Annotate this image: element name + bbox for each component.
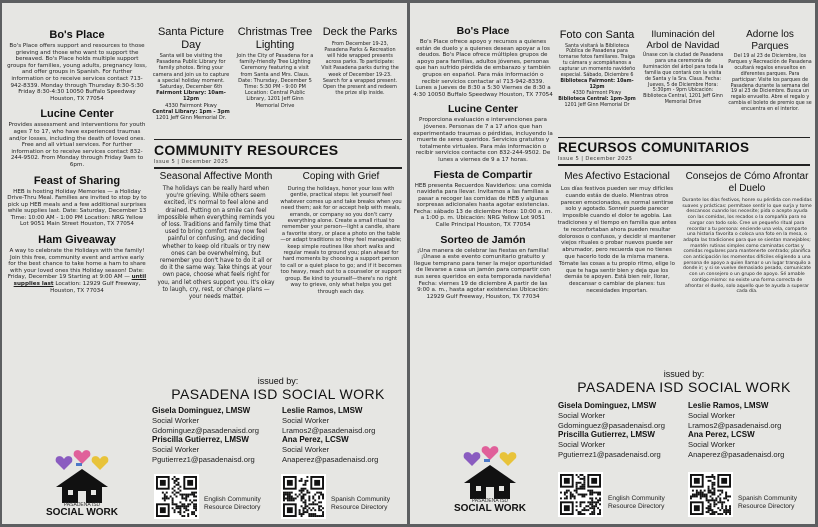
- staff-email[interactable]: Gdominguez@pasadenaisd.org: [558, 420, 665, 430]
- banner-rule-top: [154, 139, 402, 140]
- qr-code-english-directory[interactable]: [154, 474, 199, 519]
- district-title: PASADENA ISD SOCIAL WORK: [171, 386, 385, 402]
- event-tree-body: Join the City of Pasadena for a family-friendly Tree Lighting Ceremony featuring a visit from Santa and Mrs. Claus. Date: Thursday, December 5 Time: 5:30 PM - 9:00 PM Location: Central Public Library, 1201 Jeff Ginn Memorial Drive: [236, 53, 314, 109]
- qr-english-label: English Community Resource Directory: [204, 496, 261, 511]
- article-coping: [280, 171, 402, 295]
- staff-role: Social Worker: [558, 440, 606, 450]
- event-parks: [728, 29, 812, 113]
- event-santa-loc2: Biblioteca Central: 1pm-3pm: [558, 96, 636, 102]
- event-santa-title: Foto con Santa: [559, 29, 635, 41]
- event-santa: [152, 26, 230, 121]
- staff-role: Social Worker: [688, 440, 736, 450]
- staff-name: Gisela Dominguez, LMSW: [558, 401, 657, 410]
- staff-col-1: [152, 406, 277, 464]
- ham-body-underline: until supplies last: [13, 274, 147, 288]
- lucine-body: Proporciona evaluación e intervenciones para jóvenes. Personas de 7 a 17 años que han experimentado traumas o pérdidas, incluyendo la muerte de seres queridos. Servicios gratuitos y totalmente virtuales. Para más información o recibir servicios contacte con 832-244-9502. De lunes a viernes de 9 a 17 horas.: [413, 117, 553, 163]
- article-coping: [682, 171, 812, 295]
- ham-body: ¡Una manera de celebrar las fiestas en familia! ¡Únase a este evento comunitario gratuito y llegue temprano para tener la mejor oportunidad de llevarse a casa un jamón para compartir con sus seres queridos en esta temporada navideña! Fecha: viernes 19 de diciembre A partir de las 9:00 a. m., hasta agotar existencias Ubicación: 12929 Gulf Freeway, Houston, TX 77034: [414, 247, 552, 300]
- article-coping-body: During the holidays, honor your loss with gentle, practical steps: let yourself feel whatever comes up and take breaks when you need them; ask for or accept help with meals, errands, or company so you don't carry everything alone. Create a small ritual to remember your person—light a candle, share a favorite story, or place a photo on the table—or adapt traditions so they feel manageable; keep simple routines like short walks and regular meals to ground you; plan ahead for hard moments by choosing a support person to call or a quiet place to go; and if it becomes too heavy, reach out to a counselor or support group. Be kind to yourself—there's no right way to grieve, only what helps you get through each day.: [280, 186, 402, 295]
- staff-email[interactable]: Pgutierrez1@pasadenaisd.org: [558, 449, 661, 459]
- banner-title: COMMUNITY RESOURCES: [154, 142, 339, 159]
- staff-role: Social Worker: [282, 416, 330, 425]
- article-coping-title: Consejos de Cómo Afrontar el Duelo: [685, 171, 809, 194]
- qr-spanish-label: Spanish Community Resource Directory: [331, 496, 391, 511]
- footer-header: [152, 376, 404, 402]
- resources-banner: [154, 139, 402, 169]
- event-santa-addr2: 1201 Jeff Ginn Memorial Dr.: [155, 115, 227, 122]
- qr-code-icon: [283, 476, 324, 517]
- qr-code-english-directory[interactable]: [558, 472, 603, 517]
- qr-spanish-label: Spanish Community Resource Directory: [738, 495, 798, 510]
- event-santa: [556, 29, 638, 108]
- logo-small-text: PASADENA ISD: [63, 502, 101, 508]
- article-seasonal-body: The holidays can be really hard when you're grieving. While others seem excited, it's normal to feel alone and drained. Putting on a smile can feel impossible when everything reminds you of loss. Traditions and family time that used to bring comfort may now feel painful or confusing, and deciding whether to keep old rituals or try new ones can be overwhelming, but remember you don't have to do it all or do it the same way. Take things at your own pace, choose what feels right for you, and let others support you. It's okay to laugh, cry, rest, or change plans — your needs matter.: [157, 186, 275, 301]
- qr-code-icon: [560, 474, 601, 515]
- event-santa-addr2: 1201 Jeff Ginn Memorial Dr: [564, 102, 630, 108]
- lucine-title: Lucine Center: [447, 103, 518, 116]
- spanish-flyer: [410, 3, 815, 524]
- feast-body: HEB presenta Recuerdos Navideños: una comida navideña para llevar. Invitamos a las familias a pasar a recoger las comidas de HEB y algunas sorpresas adicionales hasta agotar existencias. Fecha: sábado 13 de diciembre Hora: 10:00 a. m. a 1:00 p. m. Ubicación: NRG Yellow Lot 9051 Calle Principal Houston, TX 77054: [413, 182, 553, 229]
- bos-place-title: Bo's Place: [49, 29, 105, 41]
- logo-text: SOCIAL WORK: [45, 507, 119, 518]
- ham-title: Ham Giveaway: [38, 234, 116, 247]
- bos-place-body: Bo's Place ofrece apoyo y recursos a quienes están de duelo y a quienes desean apoyar a los deudos. Bo's Place ofrece múltiples grupos de apoyo para familias, adultos jóvenes, personas que han sufrido pérdida de embarazo y también grupos en español. Para más información o recibir servicios contactar al 713-942-8339. Lunes a Jueves de 8:30 a 5:30 Viernes de 8:30 a 4:30 10050 Buffalo Speedway Houston, TX 77054: [413, 39, 553, 98]
- staff-col-2: [688, 401, 812, 459]
- ham-body: [7, 248, 147, 294]
- event-tree: [235, 26, 315, 109]
- staff-role: Social Worker: [282, 445, 330, 455]
- staff-email[interactable]: Anaperez@pasadenaisd.org: [282, 454, 379, 464]
- staff-email[interactable]: Anaperez@pasadenaisd.org: [688, 449, 785, 459]
- qr-code-icon: [156, 476, 197, 517]
- banner-rule-bottom: [154, 167, 402, 168]
- event-santa-title: Santa Picture Day: [157, 26, 225, 51]
- event-tree-title: Iluminación del Arbol de Navidad: [646, 29, 720, 51]
- social-work-logo: [42, 449, 122, 519]
- feast-body: HEB is hosting Holiday Memories — a Holiday Drive-Thru Meal. Families are invited to stop by to pick up HEB meals and a few additional surprises while supplies last. Date: Saturday, December 13 Time: 10:00 AM - 1:00 PM Location: NRG Yellow Lot 9051 Main Street Houston, TX 77054: [7, 188, 147, 228]
- logo-text: SOCIAL WORK: [453, 503, 527, 514]
- staff-role: Social Worker: [558, 411, 606, 420]
- banner-issue: Issue 5 | December 2025: [558, 156, 633, 163]
- staff-col-2: [282, 406, 404, 464]
- district-title: PASADENA ISD SOCIAL WORK: [577, 379, 791, 395]
- qr-code-spanish-directory[interactable]: [688, 472, 733, 517]
- social-work-logo: [450, 445, 530, 520]
- ham-body-text: A way to celebrate the Holidays with the family! Join this free, community event and arrive early for the best chance to take home a ham to share with your loved ones this Holiday season! Date: Friday, December 19 Starting at 9:00 AM —: [7, 248, 146, 281]
- event-parks-title: Deck the Parks: [322, 26, 398, 38]
- ham-title: Sorteo de Jamón: [440, 233, 526, 246]
- issued-by-label: issued by:: [257, 376, 299, 386]
- staff-role: Social Worker: [152, 416, 200, 425]
- event-santa-body: Santa will be visiting the Pasadena Public Library for family photos. Bring your camera and join us to capture a special holiday moment. Saturday, December 6th: [152, 53, 230, 91]
- banner-rule-top: [558, 137, 810, 138]
- staff-col-1: [558, 401, 683, 459]
- banner-rule-bottom: [558, 164, 810, 165]
- staff-name: Leslie Ramos, LMSW: [688, 401, 769, 410]
- left-column: [7, 29, 147, 294]
- ham-body-location: Location: 12929 Gulf Freeway, Houston, TX 77034: [50, 281, 141, 294]
- banner-issue: Issue 5 | December 2025: [154, 159, 229, 166]
- event-santa-addr1: 4330 Fairmont Pkwy: [165, 102, 217, 109]
- left-column: [413, 25, 553, 300]
- qr-english-label: English Community Resource Directory: [608, 495, 665, 510]
- staff-name: Ana Perez, LCSW: [688, 430, 755, 440]
- lucine-title: Lucine Center: [40, 108, 114, 121]
- feast-title: Fiesta de Compartir: [433, 168, 533, 181]
- event-santa-addr1: 4330 Fairmont Pkwy: [572, 90, 622, 96]
- event-tree: [641, 29, 725, 106]
- staff-email[interactable]: Gdominguez@pasadenaisd.org: [152, 425, 259, 435]
- staff-name: Gisela Dominguez, LMSW: [152, 406, 251, 415]
- resources-banner: [558, 137, 810, 166]
- bos-place-body: Bo's Place offers support and resources to those grieving and those who want to support the bereaved. Bo's Place holds multiple support groups for families, young adults, pregnancy loss, and offer groups in Spanish. For further information or to receive services contact 713-942-8339. Monday through Thursday 8:30-5:30 Friday 8:30-4:30 10050 Buffalo Speedway Houston, TX 77054: [7, 43, 147, 102]
- staff-name: Priscilla Gutierrez, LMSW: [558, 430, 655, 440]
- event-tree-body: Únase con la ciudad de Pasadena para una ceremonia de iluminación del árbol para toda la familia que contará con la visita de Santa y la Sra. Claus. Fecha: Jueves, 5 de Diciembre Hora: 5:30pm - 9pm Ubicación: Biblioteca Central, 1201 Jeff Ginn Memorial Drive: [642, 53, 724, 106]
- event-parks: [320, 26, 400, 96]
- qr-code-icon: [690, 474, 731, 515]
- banner-title: RECURSOS COMUNITARIOS: [558, 140, 750, 156]
- event-parks-body: Del 19 al 23 de Diciembre, los Parques y Recreación de Pasadena ocultará regalos envueltos en diferentes parques. Para participar: Visite los parques de Pasadena durante la semana del 19 al 23 de Diciembre. Busca un regalo envuelto. Abre el regalo y cambia el boleto de premio que se encuentra en el interior.: [728, 54, 812, 113]
- qr-code-spanish-directory[interactable]: [281, 474, 326, 519]
- logo-small-text: PASADENA ISD: [471, 498, 509, 504]
- issued-by-label: issued by:: [663, 369, 705, 379]
- staff-name: Leslie Ramos, LMSW: [282, 406, 363, 415]
- staff-role: Social Worker: [688, 411, 736, 420]
- staff-email[interactable]: Lramos2@pasadenaisd.org: [282, 425, 376, 435]
- event-tree-title: Christmas Tree Lighting: [237, 26, 313, 51]
- article-coping-body: Durante los días festivos, honre su pérdida con medidas suaves y prácticas: permítase sentir lo que surja y tome descansos cuando los necesite; pida o acepte ayuda con las comidas, los recados o la compañía para no cargar con todo solo. Cree un pequeño ritual para recordar a tu persona: enciende una vela, comparte una historia favorita o coloca una foto en la mesa, o adapta las tradiciones para que se sientan manejables; mantén rutinas simples como caminatas cortas y comidas regulares para mantenerte centrado; planifica con anticipación los momentos difíciles eligiendo a una persona de apoyo a quien llamar o un lugar tranquilo a donde ir; y si se vuelve demasiado pesado, comunícate con un consejero o un grupo de apoyo. Sé amable contigo mismo: no existe una forma correcta de afrontar el duelo, solo aquello que te ayuda a superar cada día.: [682, 198, 812, 295]
- article-seasonal-body: Los días festivos pueden ser muy difíciles cuando estás de duelo. Mientras otros parecen emocionados, es normal sentirse solo y agotado. Sonreír puede parecer imposible cuando el dolor te agobia. Las tradiciones y el tiempo en familia que antes te reconfortaban ahora pueden resultar dolorosos o confusos, y decidir si mantener viejos rituales o probar nuevos puede ser abrumador, pero recuerda que no tienes que hacerlo todo de la misma manera. Tómate las cosas a tu propio ritmo, elige lo que te haga sentir bien y deja que los demás te apoyen. Está bien reír, llorar, descansar o cambiar de planes: tus necesidades importan.: [557, 186, 677, 294]
- event-santa-body: Santa visitará la Biblioteca Pública de Pasadena para tomarse fotos familiares. Traiga tu cámara y acompáñanos a capturar un momento navideño especial. Sábado, Diciembre 6: [558, 43, 636, 79]
- event-parks-title: Adorne los Parques: [746, 29, 794, 52]
- footer-header: [558, 369, 810, 395]
- article-seasonal-title: Seasonal Affective Month: [159, 171, 273, 182]
- bos-place-title: Bo's Place: [456, 25, 510, 37]
- event-parks-body: From December 19-23, Pasadena Parks & Recreation will hide wrapped presents across parks. To participate: Visit Pasadena parks during the week of December 19-23. Search for a wrapped present. Open the present and redeem the prize slip inside.: [321, 40, 399, 97]
- staff-email[interactable]: Pgutierrez1@pasadenaisd.org: [152, 454, 255, 464]
- feast-title: Feast of Sharing: [33, 174, 121, 187]
- event-santa-loc1: Fairmont Library: 10am-12pm: [156, 90, 226, 103]
- article-coping-title: Coping with Grief: [302, 171, 380, 182]
- article-seasonal: [156, 171, 276, 301]
- event-santa-loc1: Biblioteca Fairmont: 10am-12pm: [560, 78, 634, 90]
- staff-role: Social Worker: [152, 445, 200, 455]
- english-flyer: [2, 3, 407, 524]
- staff-name: Ana Perez, LCSW: [282, 435, 349, 445]
- event-santa-loc2: Central Library: 1pm - 3pm: [152, 108, 230, 115]
- article-seasonal-title: Mes Afectivo Estacional: [564, 171, 670, 182]
- lucine-body: Provides assessment and interventions for youth ages 7 to 17, who have experienced traumas and/or losses, including the death of loved ones. Free and all virtual services. For further information or to receive services contact 832-244-9502. From Monday through Friday 9am to 6pm.: [8, 122, 146, 168]
- staff-name: Priscilla Gutierrez, LMSW: [152, 435, 249, 445]
- staff-email[interactable]: Lramos2@pasadenaisd.org: [688, 420, 782, 430]
- article-seasonal: [557, 171, 677, 295]
